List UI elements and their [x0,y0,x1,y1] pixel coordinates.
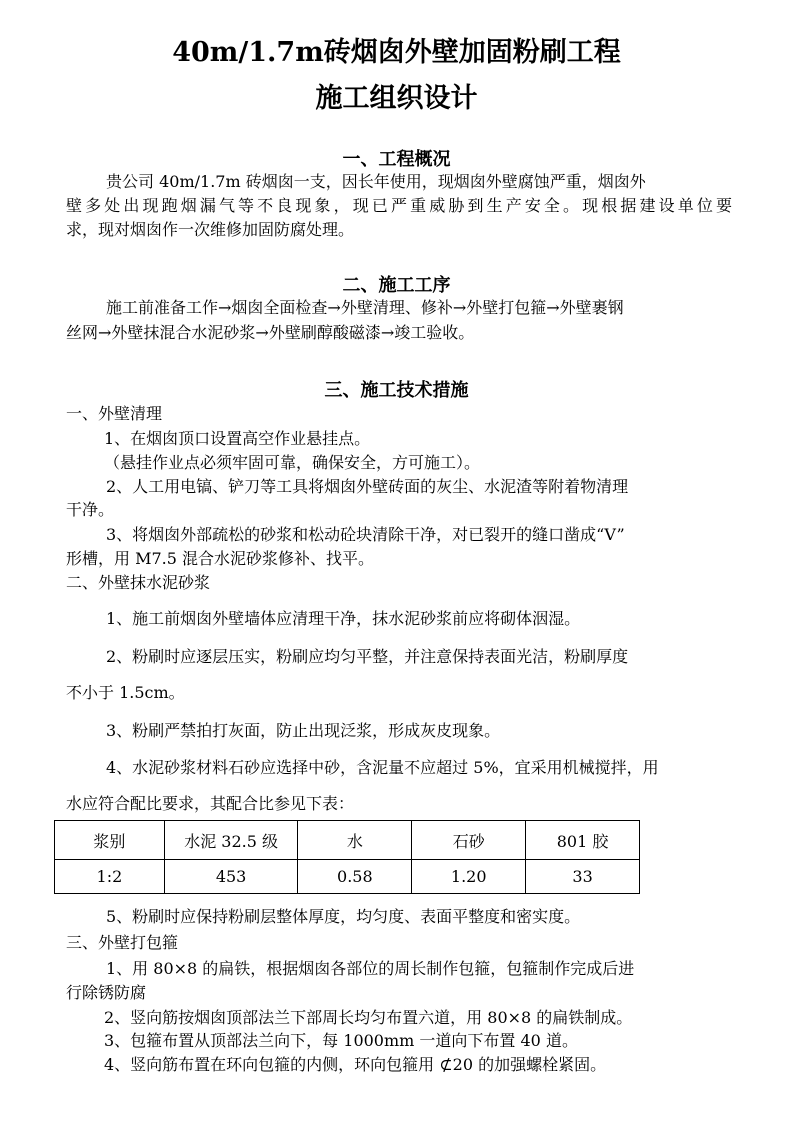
table-row [55,860,640,894]
subsection-title-wall-cleaning: 一、外壁清理 [66,404,163,423]
mix-ratio-table [54,820,640,894]
paragraph-line: 壁多处出现跑烟漏气等不良现象，现已严重威胁到生产安全。现根据建设单位要 [66,196,732,215]
table-cell: 0.58 [298,860,412,894]
section-heading-overview: 一、工程概况 [342,149,451,170]
list-item-continuation: 水应符合配比要求，其配合比参见下表： [66,794,355,813]
list-item: 3、粉刷严禁拍打灰面，防止出现泛浆，形成灰皮现象。 [106,721,501,740]
table-cell: 33 [526,860,640,894]
list-item: 3、将烟囱外部疏松的砂浆和松动砼块清除干净，对已裂开的缝口凿成“V” [106,525,625,544]
list-item: 4、水泥砂浆材料石砂应选择中砂，含泥量不应超过 5%，宜采用机械搅拌，用 [106,758,659,777]
table-header-cell: 石砂 [412,821,526,860]
list-item-continuation: 不小于 1.5cm。 [66,683,185,702]
list-item: 1、用 80×8 的扁铁，根据烟囱各部位的周长制作包箍，包箍制作完成后进 [106,959,635,978]
list-item-note: （悬挂作业点必须牢固可靠，确保安全，方可施工）。 [104,453,481,472]
list-item: 2、人工用电镐、铲刀等工具将烟囱外壁砖面的灰尘、水泥渣等附着物清理 [106,477,629,496]
table-cell: 1:2 [55,860,165,894]
list-item-continuation: 干净。 [66,500,115,519]
list-item: 2、竖向筋按烟囱顶部法兰下部周长均匀布置六道，用 80×8 的扁铁制成。 [104,1008,633,1027]
list-item: 3、包箍布置从顶部法兰向下，每 1000mm 一道向下布置 40 道。 [104,1031,578,1050]
section-heading-procedure: 二、施工工序 [342,275,451,296]
list-item-continuation: 形槽，用 M7.5 混合水泥砂浆修补、找平。 [66,549,375,568]
table-header-cell: 801 胶 [526,821,640,860]
table-cell: 453 [164,860,298,894]
list-item: 1、施工前烟囱外壁墙体应清理干净，抹水泥砂浆前应将砌体洇湿。 [106,609,581,628]
list-item-continuation: 行除锈防腐 [66,983,147,1002]
list-item: 4、竖向筋布置在环向包箍的内侧，环向包箍用 ⊄20 的加强螺栓紧固。 [104,1055,607,1074]
list-item: 2、粉刷时应逐层压实，粉刷应均匀平整，并注意保持表面光洁，粉刷厚度 [106,647,629,666]
list-item: 1、在烟囱顶口设置高空作业悬挂点。 [104,429,371,448]
paragraph-line: 求，现对烟囱作一次维修加固防腐处理。 [66,220,355,239]
subsection-title-cement-mortar: 二、外壁抹水泥砂浆 [66,573,211,592]
table-header-cell: 水 [298,821,412,860]
table-cell: 1.20 [412,860,526,894]
table-header-row [55,821,640,860]
section-heading-technical-measures: 三、施工技术措施 [324,380,469,401]
document-title-line-1: 40m/1.7m砖烟囱外壁加固粉刷工程 [172,37,621,68]
document-title-line-2: 施工组织设计 [315,83,478,114]
paragraph-line: 丝网→外壁抹混合水泥砂浆→外壁刷醇酸磁漆→竣工验收。 [66,323,475,342]
paragraph-line: 贵公司 40m/1.7m 砖烟囱一支，因长年使用，现烟囱外壁腐蚀严重，烟囱外 [106,172,646,191]
paragraph-line: 施工前准备工作→烟囱全面检查→外壁清理、修补→外壁打包箍→外壁裹钢 [106,298,624,317]
table-header-cell: 水泥 32.5 级 [164,821,298,860]
subsection-title-hoops: 三、外壁打包箍 [66,933,179,952]
table-header-cell: 浆别 [55,821,165,860]
list-item: 5、粉刷时应保持粉刷层整体厚度，均匀度、表面平整度和密实度。 [106,907,581,926]
